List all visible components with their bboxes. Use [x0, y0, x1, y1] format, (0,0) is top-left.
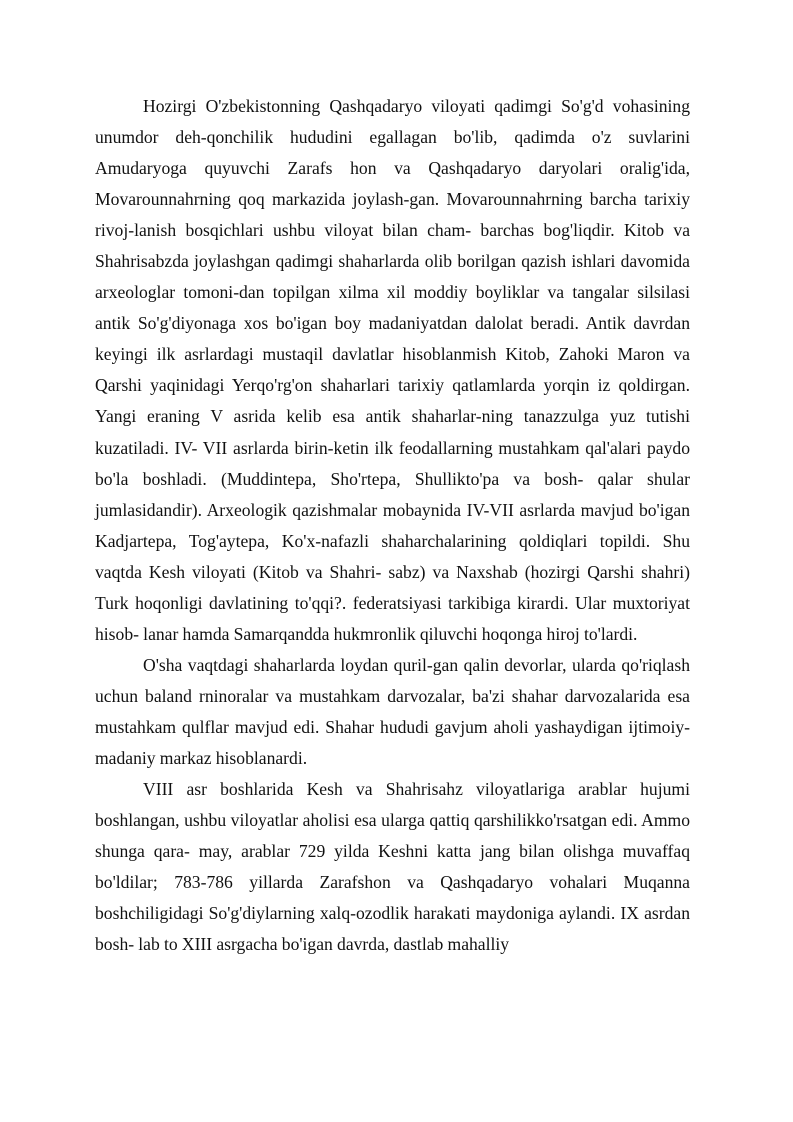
paragraph-1: Hozirgi O'zbekistonning Qashqadaryo viloyati qadimgi So'g'd vohasining unumdor deh-qonchilik hududini egallagan bo'lib, qadimda o'z suvlarini Amudaryoga quyuvchi Zarafs hon va Qashqadaryo daryolari oralig'ida, Movarounnahrning qoq markazida joylash-gan. Movarounnahrning barcha tarixiy rivoj-lanish bosqichlari ushbu viloyat bilan cham- barchas bog'liqdir. Kitob va Shahrisabzda joylashgan qadimgi shaharlarda olib borilgan qazish ishlari davomida arxeologlar tomoni-dan topilgan xilma xil moddiy boyliklar va tangalar silsilasi antik So'g'diyonaga xos bo'igan boy madaniyatdan dalolat beradi. Antik davrdan keyingi ilk asrlardagi mustaqil davlatlar hisoblanmish Kitob, Zahoki Maron va Qarshi yaqinidagi Yerqo'rg'on shaharlari tarixiy qatlamlarda yorqin iz qoldirgan. Yangi eraning V asrida kelib esa antik shaharlar-ning tanazzulga yuz tutishi kuzatiladi. IV- VII asrlarda birin-ketin ilk feodallarning mustahkam qal'alari paydo bo'la boshladi. (Muddintepa, Sho'rtepa, Shullikto'pa va bosh- qalar shular jumlasidandir). Arxeologik qazishmalar mobaynida IV-VII asrlarda mavjud bo'igan Kadjartepa, Tog'aytepa, Ko'x-nafazli shaharchalarining qoldiqlari topildi. Shu vaqtda Kesh viloyati (Kitob va Shahri- sabz) va Naxshab (hozirgi Qarshi shahri) Turk hoqonligi davlatining to'qqi?. federatsiyasi tarkibiga kirardi. Ular muxtoriyat hisob- lanar hamda Samarqandda hukmronlik qiluvchi hoqonga hiroj to'lardi. [95, 96, 690, 644]
paragraph-2: O'sha vaqtdagi shaharlarda loydan quril-gan qalin devorlar, ularda qo'riqlash uchun baland rninoralar va mustahkam darvozalar, ba'zi shahar darvozalarida esa mustahkam qulflar mavjud edi. Shahar hududi gavjum aholi yashaydigan ijtimoiy-madaniy markaz hisoblanardi. [95, 654, 690, 768]
document-body [95, 91, 690, 960]
paragraph-3: VIII asr boshlarida Kesh va Shahrisahz viloyatlariga arablar hujumi boshlangan, ushbu viloyatlar aholisi esa ularga qattiq qarshilikko'rsatgan edi. Ammo shunga qara- may, arablar 729 yilda Keshni katta jang bilan olishga muvaffaq bo'ldilar; 783-786 yillarda Zarafshon va Qashqadaryo vohalari Muqanna boshchiligidagi So'g'diylarning xalq-ozodlik harakati maydoniga aylandi. IX asrdan bosh- lab to XIII asrgacha bo'igan davrda, dastlab mahalliy [95, 779, 690, 955]
